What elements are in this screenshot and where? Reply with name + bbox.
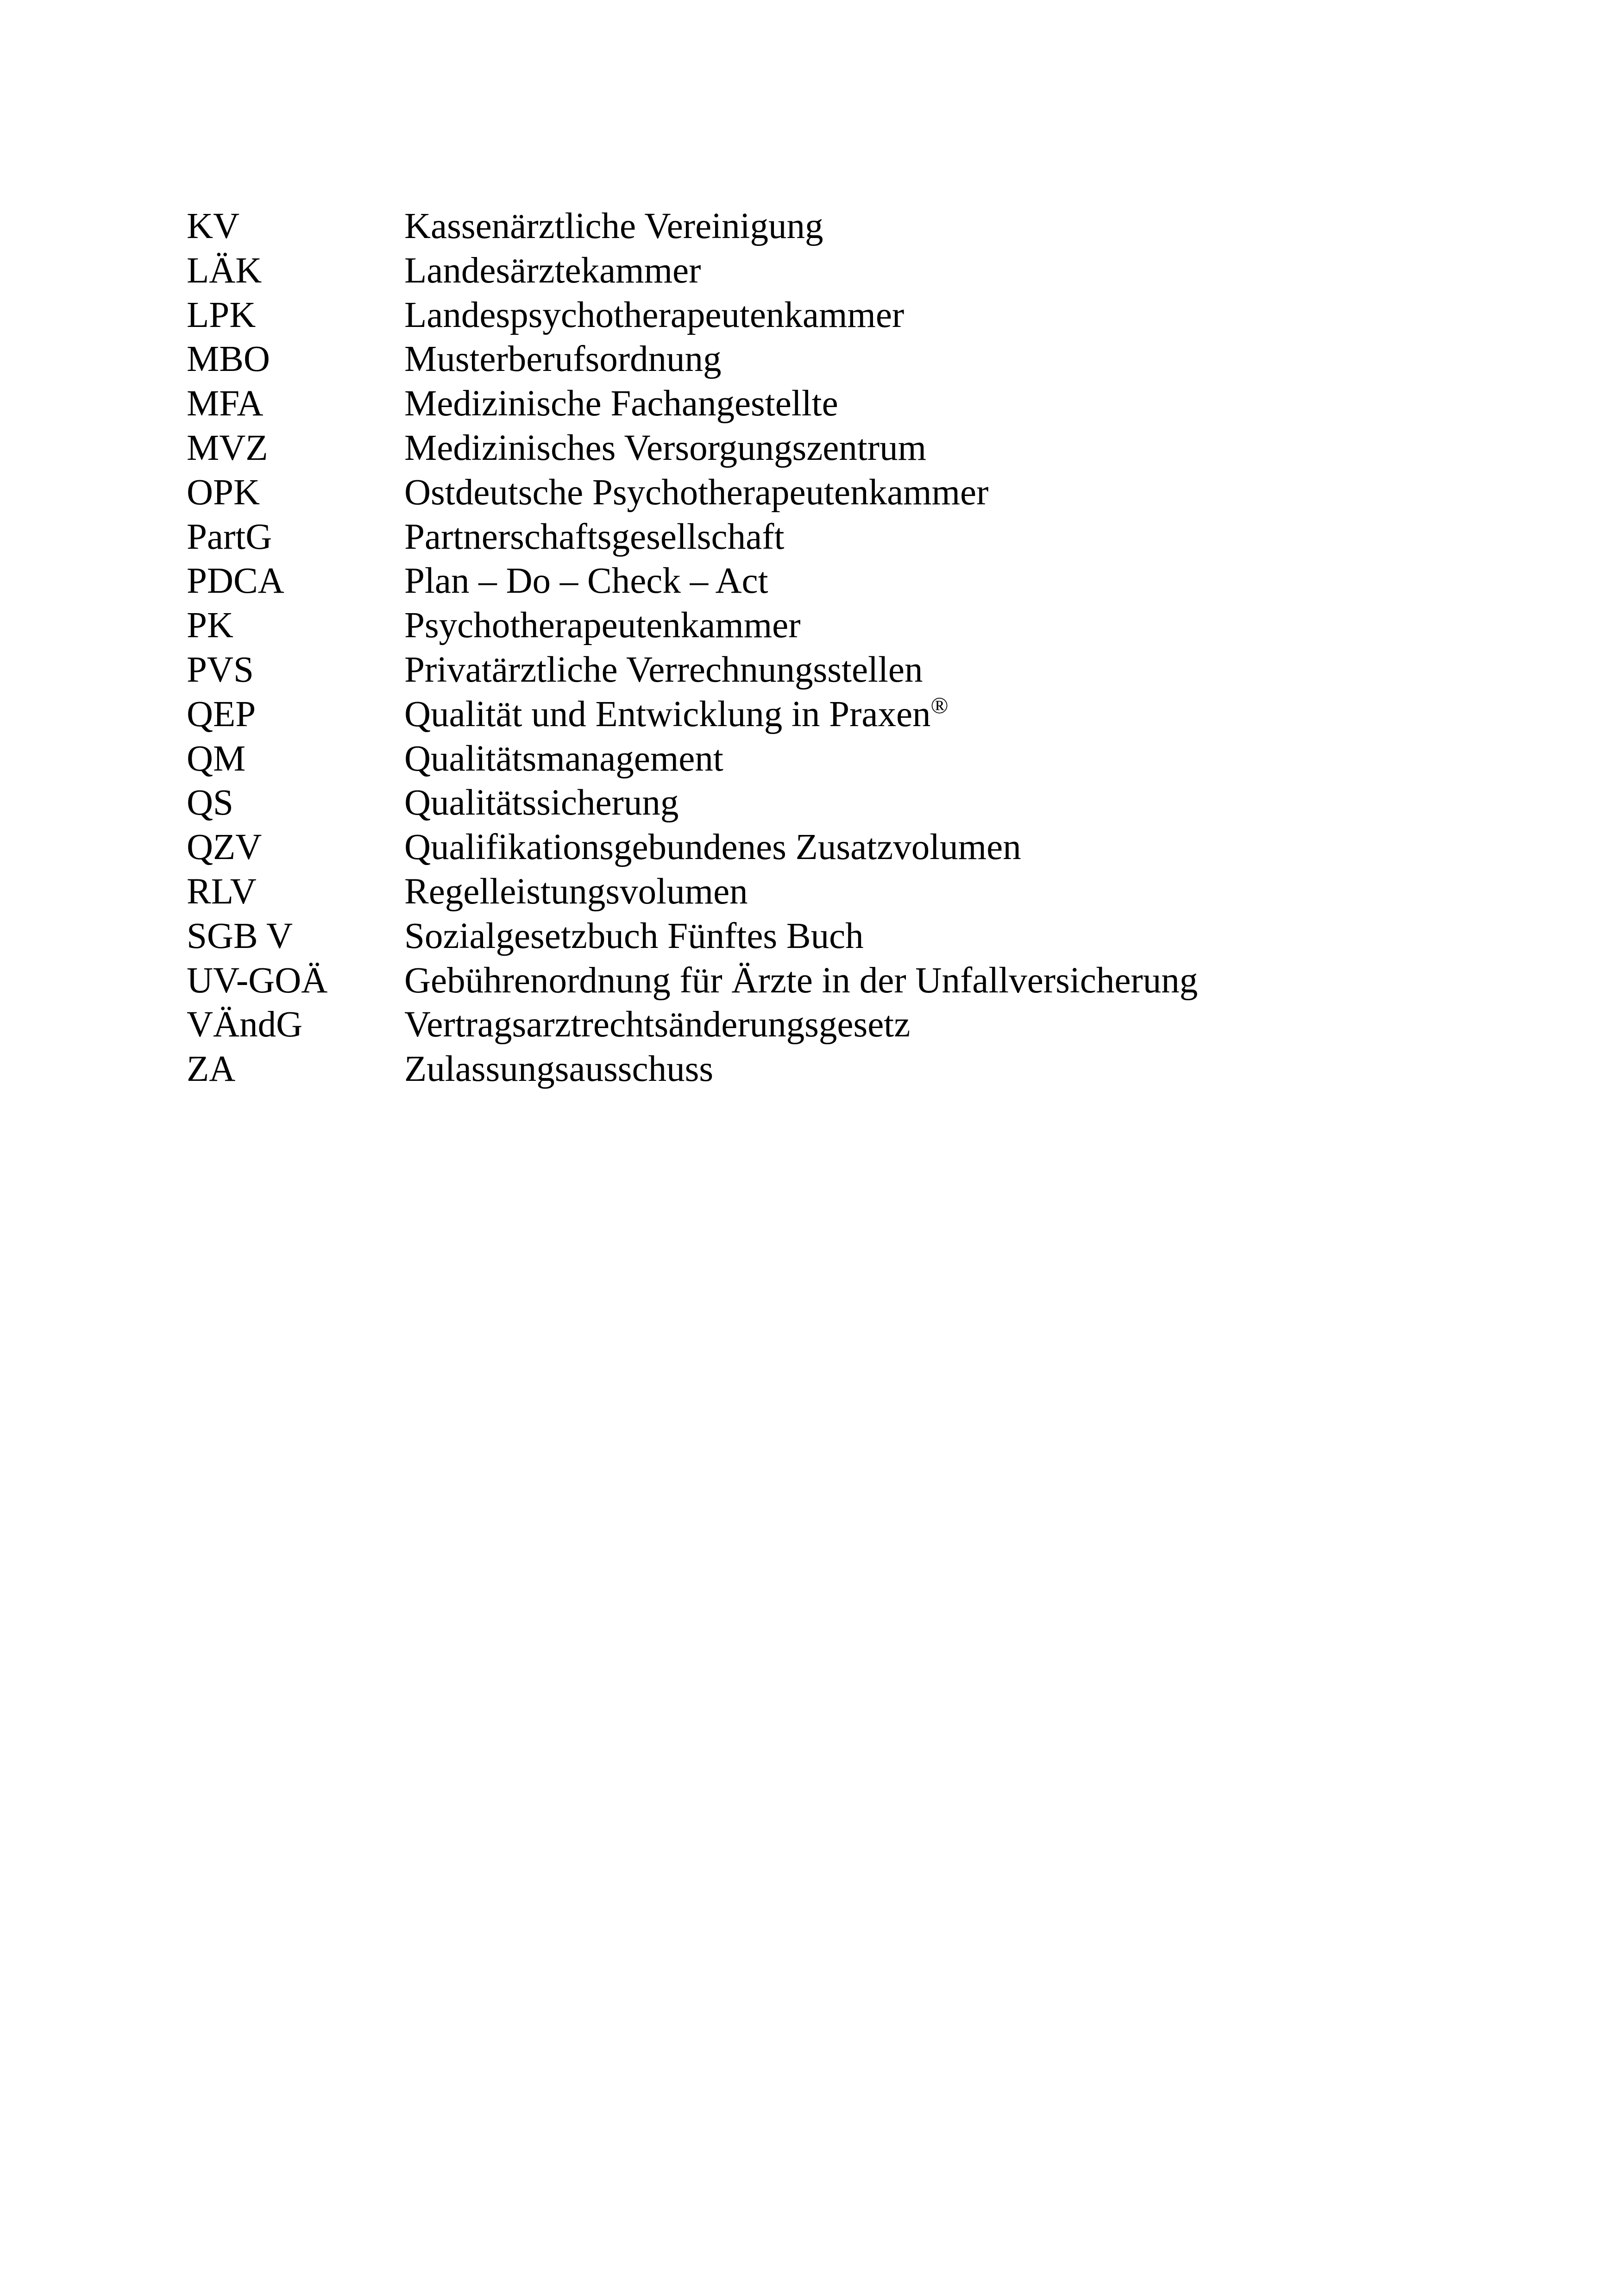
abbreviation-term: PVS — [187, 649, 254, 690]
abbreviation-term: VÄndG — [187, 1004, 303, 1045]
abbreviation-term: MVZ — [187, 427, 268, 468]
abbreviation-definition: Landespsychotherapeutenkammer — [404, 295, 905, 335]
abbreviation-row — [187, 870, 1483, 914]
abbreviation-definition: Ostdeutsche Psychotherapeutenkammer — [404, 472, 989, 513]
abbreviation-term: LPK — [187, 295, 256, 335]
abbreviation-definition: Privatärztliche Verrechnungsstellen — [404, 649, 923, 690]
abbreviation-term: KV — [187, 206, 240, 246]
abbreviation-row — [187, 249, 1483, 293]
abbreviation-definition: Gebührenordnung für Ärzte in der Unfallversicherung — [404, 960, 1198, 1001]
abbreviation-definition: Partnerschaftsgesellschaft — [404, 516, 785, 557]
abbreviation-term: MFA — [187, 383, 264, 424]
abbreviation-row — [187, 559, 1483, 603]
abbreviation-term: QEP — [187, 694, 256, 734]
abbreviation-row — [187, 959, 1483, 1003]
abbreviation-term: RLV — [187, 871, 257, 912]
abbreviation-term: UV-GOÄ — [187, 960, 328, 1001]
abbreviation-list — [187, 204, 1483, 1092]
abbreviation-row — [187, 382, 1483, 426]
abbreviation-row — [187, 470, 1483, 515]
abbreviation-definition: Kassenärztliche Vereinigung — [404, 206, 823, 246]
abbreviation-row — [187, 825, 1483, 870]
abbreviation-row — [187, 204, 1483, 249]
abbreviation-definition: Medizinische Fachangestellte — [404, 383, 838, 424]
abbreviation-row — [187, 337, 1483, 382]
abbreviation-term: ZA — [187, 1049, 236, 1090]
abbreviation-definition: Landesärztekammer — [404, 250, 701, 291]
abbreviation-term: QM — [187, 738, 246, 779]
abbreviation-definition — [404, 692, 1483, 737]
abbreviation-definition: Plan – Do – Check – Act — [404, 561, 768, 602]
abbreviation-definition: Qualitätsmanagement — [404, 738, 723, 779]
abbreviation-term: QZV — [187, 827, 262, 868]
abbreviation-definition: Regelleistungsvolumen — [404, 871, 748, 912]
abbreviation-row — [187, 515, 1483, 559]
abbreviation-row — [187, 1003, 1483, 1047]
abbreviation-row — [187, 781, 1483, 825]
abbreviation-row — [187, 1047, 1483, 1092]
abbreviation-term: PDCA — [187, 561, 284, 602]
abbreviation-term: PK — [187, 605, 233, 646]
abbreviation-definition: Psychotherapeutenkammer — [404, 605, 801, 646]
abbreviation-definition: Zulassungsausschuss — [404, 1049, 714, 1090]
abbreviation-term: LÄK — [187, 250, 262, 291]
abbreviation-definition: Musterberufsordnung — [404, 339, 722, 380]
abbreviation-term: MBO — [187, 339, 270, 380]
abbreviation-definition: Qualifikationsgebundenes Zusatzvolumen — [404, 827, 1021, 868]
abbreviation-term: OPK — [187, 472, 260, 513]
abbreviation-row — [187, 648, 1483, 692]
abbreviation-row — [187, 293, 1483, 338]
abbreviation-row — [187, 914, 1483, 959]
registered-trademark-mark: ® — [930, 692, 949, 718]
abbreviation-term: PartG — [187, 516, 272, 557]
abbreviation-row — [187, 426, 1483, 470]
abbreviation-definition: Medizinisches Versorgungszentrum — [404, 427, 927, 468]
abbreviation-definition-text: Qualität und Entwicklung in Praxen — [404, 694, 931, 734]
abbreviation-definition: Sozialgesetzbuch Fünftes Buch — [404, 916, 864, 956]
abbreviation-term: QS — [187, 783, 233, 823]
abbreviation-row — [187, 603, 1483, 648]
abbreviation-definition: Qualitätssicherung — [404, 783, 679, 823]
abbreviation-row — [187, 737, 1483, 781]
abbreviation-definition: Vertragsarztrechtsänderungsgesetz — [404, 1004, 911, 1045]
abbreviation-term: SGB V — [187, 916, 293, 956]
abbreviation-row — [187, 692, 1483, 737]
